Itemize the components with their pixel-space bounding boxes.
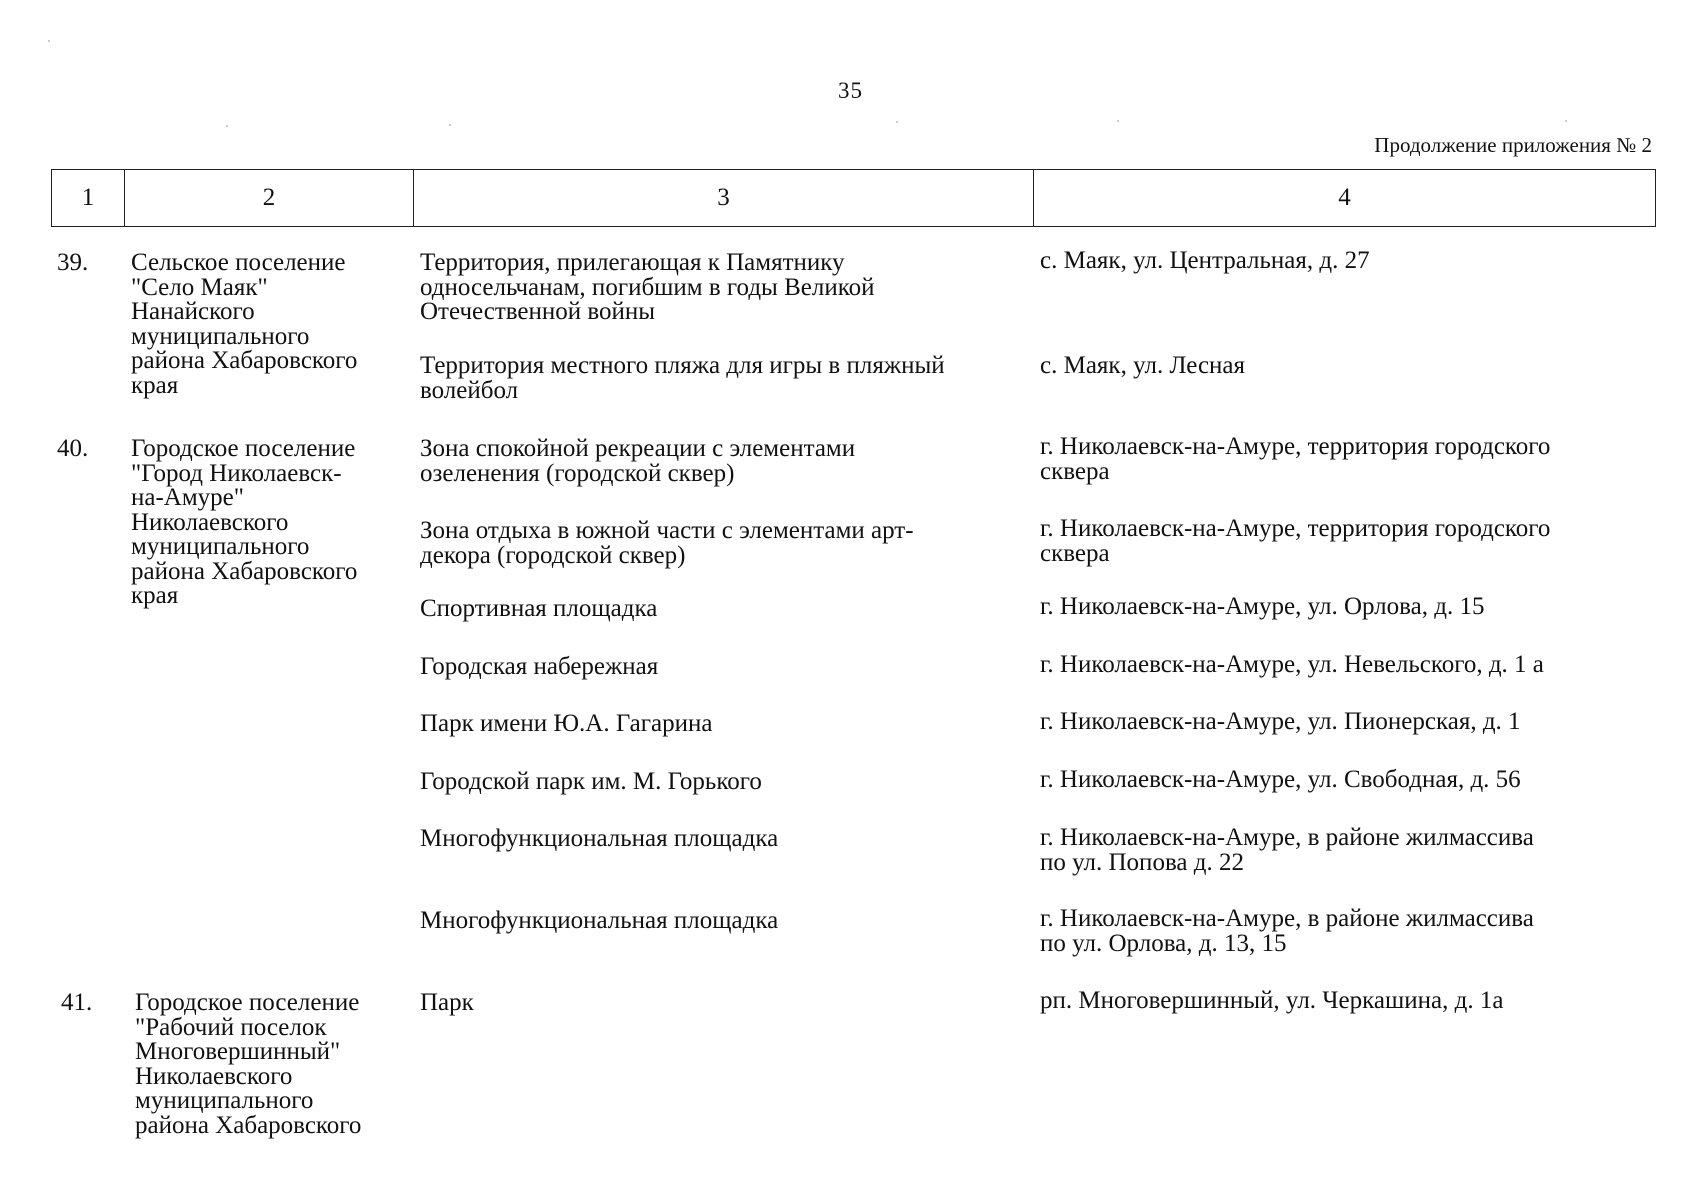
scan-speck [449,124,451,126]
scan-speck [1565,120,1567,122]
territory-name: Парк [420,989,474,1016]
territory-name: Парк имени Ю.А. Гагарина [420,710,713,737]
territory-address: г. Николаевск-на-Амуре, ул. Свободная, д. 56 [1040,766,1521,793]
settlement-name: Сельское поселение "Село Маяк" Нанайского муниципального района Хабаровского края [131,249,358,399]
table-header [51,169,1656,227]
page-number: 35 [838,78,863,103]
scan-speck [226,125,228,127]
territory-address: г. Николаевск-на-Амуре, территория городского сквера [1040,515,1551,567]
scan-speck [1117,120,1119,122]
territory-name: Зона отдыха в южной части с элементами арт- декора (городской сквер) [420,517,914,569]
territory-address: г. Николаевск-на-Амуре, ул. Невельского, д. 1 а [1040,651,1544,678]
territory-name: Территория местного пляжа для игры в пляжный волейбол [420,352,945,404]
territory-address: с. Маяк, ул. Лесная [1040,352,1246,379]
header-col-4: 4 [1338,184,1351,211]
territory-name: Спортивная площадка [420,595,658,622]
scan-speck [48,40,50,42]
settlement-name: Городское поселение "Рабочий поселок Многовершинный" Николаевского муниципального района Хабаровского [135,989,362,1139]
territory-address: г. Николаевск-на-Амуре, в районе жилмассива по ул. Орлова, д. 13, 15 [1040,905,1534,957]
territory-name: Зона спокойной рекреации с элементами озеленения (городской сквер) [420,435,856,487]
territory-name: Городская набережная [420,653,659,680]
territory-name: Многофункциональная площадка [420,907,779,934]
territory-address: рп. Многовершинный, ул. Черкашина, д. 1а [1040,987,1504,1014]
row-number: 41. [61,989,93,1016]
territory-address: г. Николаевск-на-Амуре, в районе жилмассива по ул. Попова д. 22 [1040,824,1534,876]
territory-name: Многофункциональная площадка [420,825,779,852]
scan-speck [896,121,898,123]
territory-name: Городской парк им. М. Горького [420,768,762,795]
header-col-3: 3 [414,170,1034,226]
territory-name: Территория, прилегающая к Памятнику односельчанам, погибшим в годы Великой Отечественной войны [420,249,875,325]
territory-address: г. Николаевск-на-Амуре, ул. Пионерская, д. 1 [1040,708,1521,735]
territory-address: г. Николаевск-на-Амуре, территория городского сквера [1040,433,1551,485]
header-col-1: 1 [52,170,125,226]
continuation-note: Продолжение приложения № 2 [1374,133,1652,157]
settlement-name: Городское поселение "Город Николаевск- на-Амуре" Николаевского муниципального района Хабаровского края [131,435,358,609]
territory-address: г. Николаевск-на-Амуре, ул. Орлова, д. 15 [1040,593,1485,620]
header-col-2: 2 [125,170,414,226]
territory-address: с. Маяк, ул. Центральная, д. 27 [1040,247,1370,274]
row-number: 40. [57,435,89,462]
row-number: 39. [57,249,89,276]
